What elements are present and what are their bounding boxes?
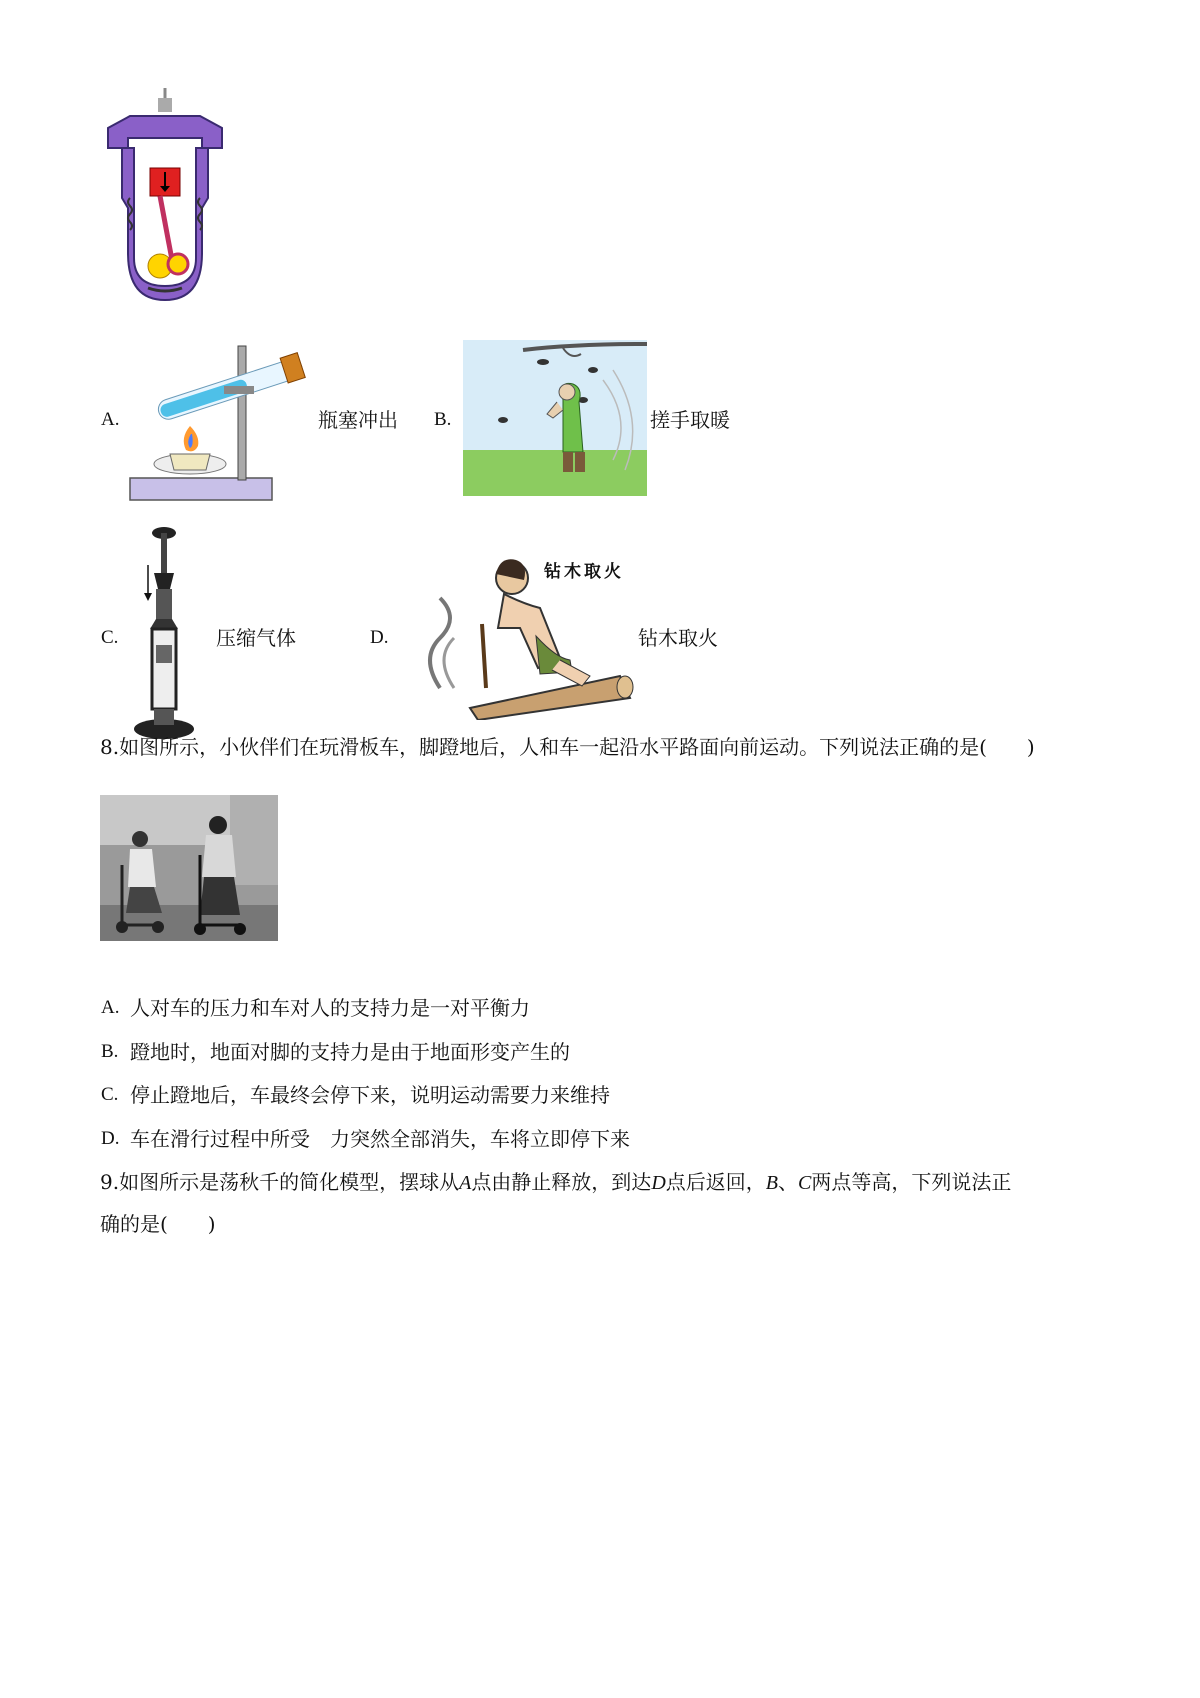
option-b-caption: 搓手取暖 bbox=[650, 408, 730, 432]
question-9-stem-line-2: 确的是( ) bbox=[100, 1212, 216, 1236]
q8-option-c-text: 停止蹬地后，车最终会停下来，说明运动需要力来维持 bbox=[130, 1083, 610, 1107]
engine-stroke-diagram bbox=[100, 88, 230, 313]
q8-option-b-letter: B. bbox=[101, 1041, 119, 1062]
option-a-letter: A. bbox=[101, 409, 120, 430]
test-tube-heating-image bbox=[128, 342, 308, 502]
scooter-photo bbox=[100, 795, 278, 941]
question-8-stem: 8.如图所示，小伙伴们在玩滑板车，脚蹬地后，人和车一起沿水平路面向前运动。下列说法正确的是( ) bbox=[100, 735, 1035, 759]
drilling-wood-image-label: 钻木取火 bbox=[544, 562, 624, 582]
option-d-letter: D. bbox=[370, 627, 389, 648]
q8-option-b-text: 蹬地时，地面对脚的支持力是由于地面形变产生的 bbox=[130, 1040, 570, 1064]
q8-option-a-letter: A. bbox=[101, 997, 120, 1018]
option-b-letter: B. bbox=[434, 409, 452, 430]
air-pump-cylinder-image bbox=[134, 525, 214, 745]
question-9-stem-line-1: 9.如图所示是荡秋千的简化模型，摆球从A点由静止释放，到达D点后返回，B、C两点等高，下列说法正 bbox=[100, 1170, 1012, 1194]
q8-option-d-text: 车在滑行过程中所受 力突然全部消失，车将立即停下来 bbox=[130, 1127, 630, 1151]
option-c-letter: C. bbox=[101, 627, 119, 648]
option-d-caption: 钻木取火 bbox=[638, 626, 718, 650]
q8-option-d-letter: D. bbox=[101, 1128, 120, 1149]
option-a-caption: 瓶塞冲出 bbox=[318, 408, 398, 432]
q8-option-c-letter: C. bbox=[101, 1084, 119, 1105]
rubbing-hands-image bbox=[463, 340, 647, 496]
option-c-caption: 压缩气体 bbox=[216, 626, 296, 650]
q8-option-a-text: 人对车的压力和车对人的支持力是一对平衡力 bbox=[130, 996, 530, 1020]
